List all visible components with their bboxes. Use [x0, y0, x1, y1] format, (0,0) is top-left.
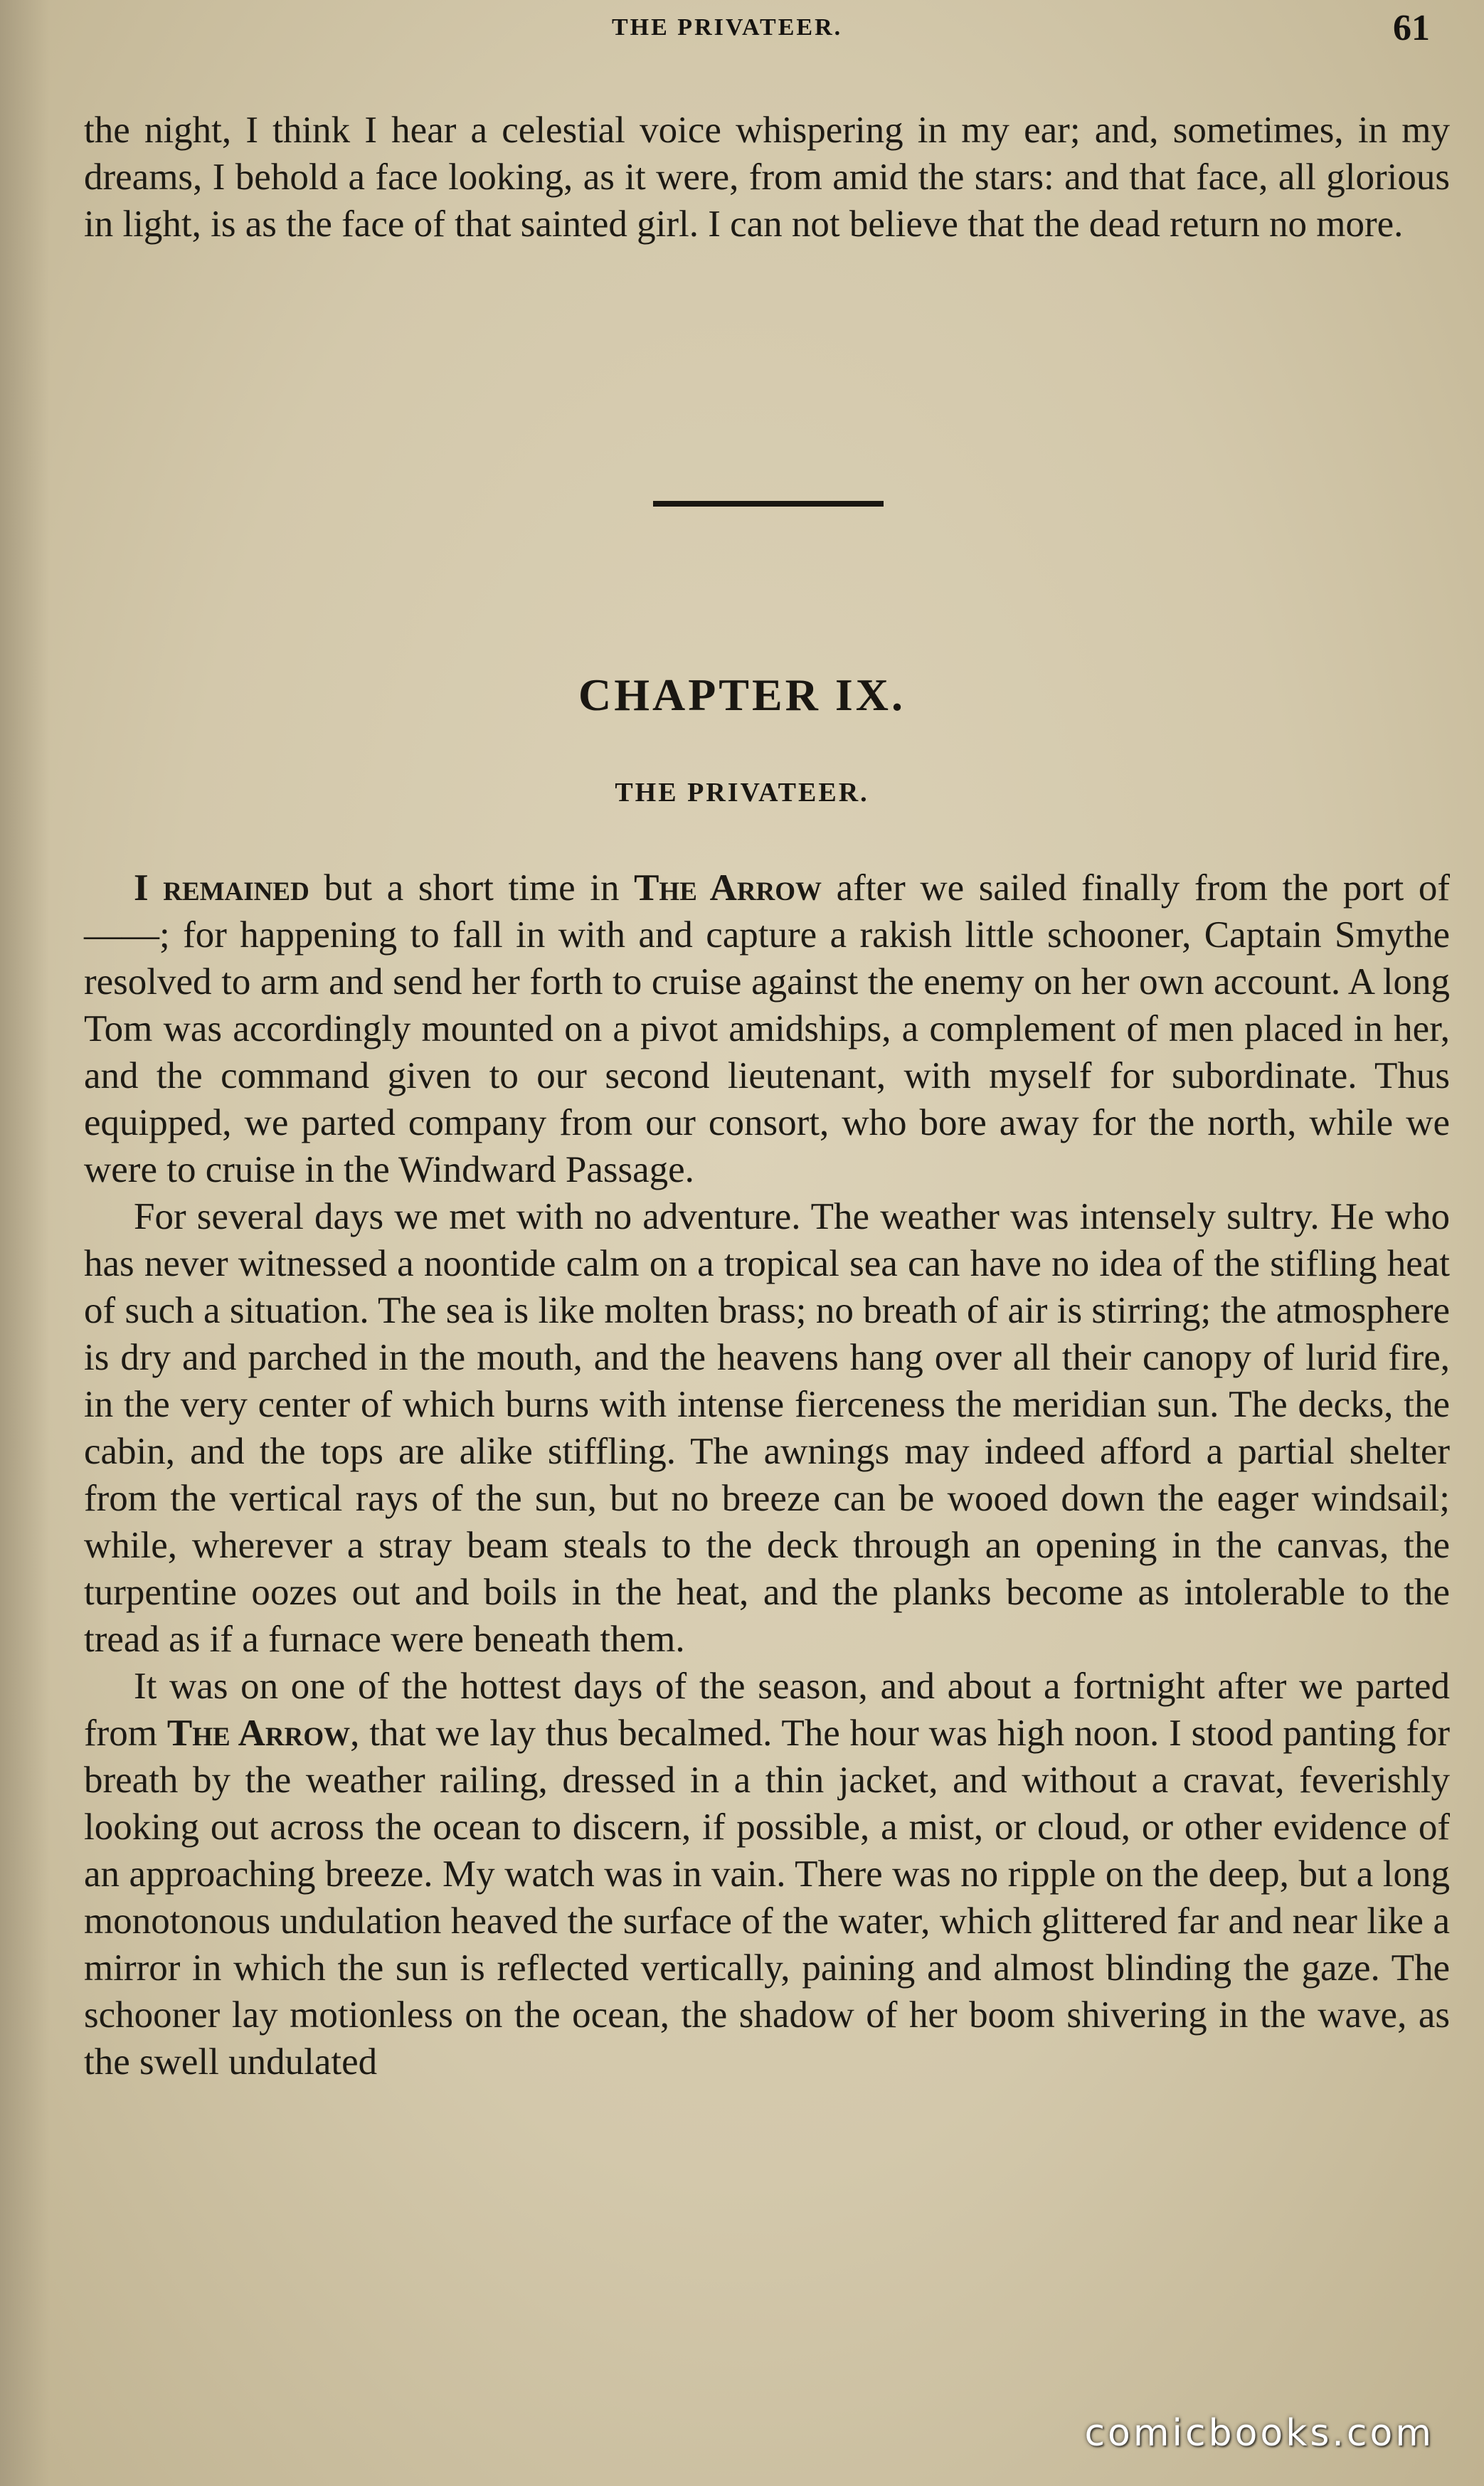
paragraph-2: For several days we met with no adventure. The weather was intensely sultry. He who has never witnessed a noontide calm on a tropical sea can have no idea of the stifling heat of such a situation. The sea is like molten brass; no breath of air is stirring; the atmosphere is dry and parched in the mouth, and the heavens hang over all their canopy of lurid fire, in the very center of which burns with intense fierceness the meridian sun. The decks, the cabin, and the tops are alike stiffling. The awnings may indeed afford a partial shelter from the vertical rays of the sun, but no breeze can be wooed down the eager windsail; while, wherever a stray beam steals to the deck through an opening in the canvas, the turpentine oozes out and boils in the heat, and the planks become as intolerable to the tread as if a furnace were beneath them.	[84, 1196, 1450, 1660]
running-head	[85, 7, 1444, 50]
paragraph-1-text-b: after we sailed finally from the port of——; for happening to fall in with and capture a rakish little schooner, Captain Smythe resolved to arm and send her forth to cruise against the enemy on her own account. A long Tom was accordingly mounted on a pivot amidships, a complement of men placed in her, and the command given to our second lieutenant, with myself for subordinate. Thus equipped, we parted company from our consort, who bore away for the north, while we were to cruise in the Windward Passage.	[84, 867, 1450, 1190]
opening-paragraph: the night, I think I hear a celestial voice whispering in my ear; and, sometimes, in my dreams, I behold a face looking, as it were, from amid the stars: and that face, all glorious in light, is as the face of that sainted girl. I can not believe that the dead return no more.	[84, 110, 1450, 245]
paragraph-lead-words: I remained	[134, 867, 309, 909]
paragraph-3	[84, 1663, 1450, 2085]
watermark: comicbooks.com	[1084, 2412, 1434, 2455]
page-gutter-shadow	[0, 0, 50, 2486]
page-number: 61	[1393, 8, 1430, 48]
running-title: THE PRIVATEER.	[612, 14, 843, 41]
paragraph-3-text-a: It was on one of the hottest days of the season, and about a fortnight after we parted from	[84, 1666, 1450, 1754]
ship-name: The Arrow	[634, 867, 822, 909]
section-divider-rule	[653, 501, 884, 507]
chapter-subheading: THE PRIVATEER.	[615, 778, 869, 808]
chapter-body	[84, 864, 1450, 2085]
ship-name: The Arrow	[166, 1713, 351, 1754]
chapter-heading: CHAPTER IX.	[578, 670, 906, 720]
paragraph-1	[84, 864, 1450, 1193]
previous-chapter-ending	[84, 107, 1450, 248]
paragraph-3-text-b: , that we lay thus becalmed. The hour was high noon. I stood panting for breath by the weather railing, dressed in a thin jacket, and without a cravat, feverishly looking out across the ocean to discern, if possible, a mist, or cloud, or other evidence of an approaching breeze. My watch was in vain. There was no ripple on the deep, but a long monotonous undulation heaved the surface of the water, which glittered far and near like a mirror in which the sun is reflected vertically, paining and almost blinding the gaze. The schooner lay motionless on the ocean, the shadow of her boom shivering in the wave, as the swell undulated	[84, 1713, 1450, 2083]
paragraph-1-text-a: but a short time in	[309, 867, 635, 909]
